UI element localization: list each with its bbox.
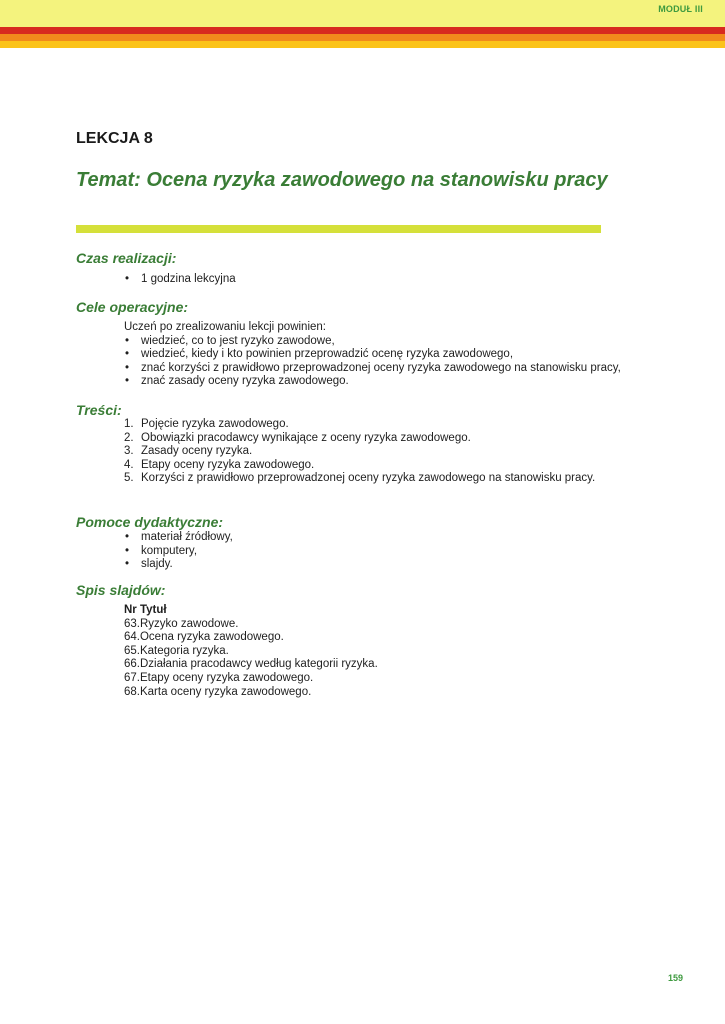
page-number: 159 [667,973,683,983]
list-item: • komputery, [124,545,233,559]
pomoce-list [124,531,233,572]
list-number: 1. [124,418,134,430]
module-label: MODUŁ III [658,4,703,14]
list-item [124,472,595,486]
list-item [124,432,595,446]
list-item: 68.Karta oceny ryzyka zawodowego. [124,685,312,698]
list-item: 67.Etapy oceny ryzyka zawodowego. [124,671,314,684]
header-stripe-orange [0,34,725,41]
slajdy-list [124,604,378,699]
list-item [124,445,595,459]
list-text: Zasady oceny ryzyka. [141,445,253,458]
list-item: • znać zasady oceny ryzyka zawodowego. [124,375,621,389]
list-item: 64.Ocena ryzyka zawodowego. [124,631,284,644]
section-heading-tresci: Treści: [76,402,122,418]
cele-block [124,321,621,389]
header-stripe-red [0,27,725,34]
list-item: • znać korzyści z prawidłowo przeprowadzonej oceny ryzyka zawodowego na stanowisku pracy, [124,362,621,376]
lesson-label: LEKCJA 8 [76,130,153,147]
tresci-list [124,418,595,486]
list-number: 3. [124,445,134,458]
czas-list [124,273,236,287]
list-item: • wiedzieć, co to jest ryzyko zawodowe, [124,335,621,349]
list-item: 65.Kategoria ryzyka. [124,644,229,657]
list-item: • wiedzieć, kiedy i kto powinien przeprowadzić ocenę ryzyka zawodowego, [124,348,621,362]
list-text: Obowiązki pracodawcy wynikające z oceny ryzyka zawodowego. [141,431,471,444]
slides-column-header: Nr Tytuł [124,604,167,616]
section-heading-slajdy: Spis slajdów: [76,582,166,598]
list-number: 4. [124,458,134,471]
list-item: • slajdy. [124,558,233,572]
list-number: 5. [124,472,134,485]
header-stripe-yellow [0,41,725,48]
list-item: • materiał źródłowy, [124,531,233,545]
list-item: • 1 godzina lekcyjna [124,273,236,287]
list-item: 66.Działania pracodawcy według kategorii ryzyka. [124,658,378,671]
list-item [124,418,595,432]
list-number: 2. [124,431,134,444]
section-heading-cele: Cele operacyjne: [76,299,189,315]
title-divider [76,225,601,233]
list-item: 63.Ryzyko zawodowe. [124,617,239,630]
list-text: Korzyści z prawidłowo przeprowadzonej oceny ryzyka zawodowego na stanowisku pracy. [141,472,596,485]
cele-intro: Uczeń po zrealizowaniu lekcji powinien: [124,321,326,333]
page-title: Temat: Ocena ryzyka zawodowego na stanowisku pracy [76,169,608,191]
section-heading-pomoce: Pomoce dydaktyczne: [76,514,224,530]
list-item [124,459,595,473]
header-band [0,0,725,27]
section-heading-czas: Czas realizacji: [76,250,177,266]
list-text: Pojęcie ryzyka zawodowego. [141,418,289,430]
list-text: Etapy oceny ryzyka zawodowego. [141,458,315,471]
